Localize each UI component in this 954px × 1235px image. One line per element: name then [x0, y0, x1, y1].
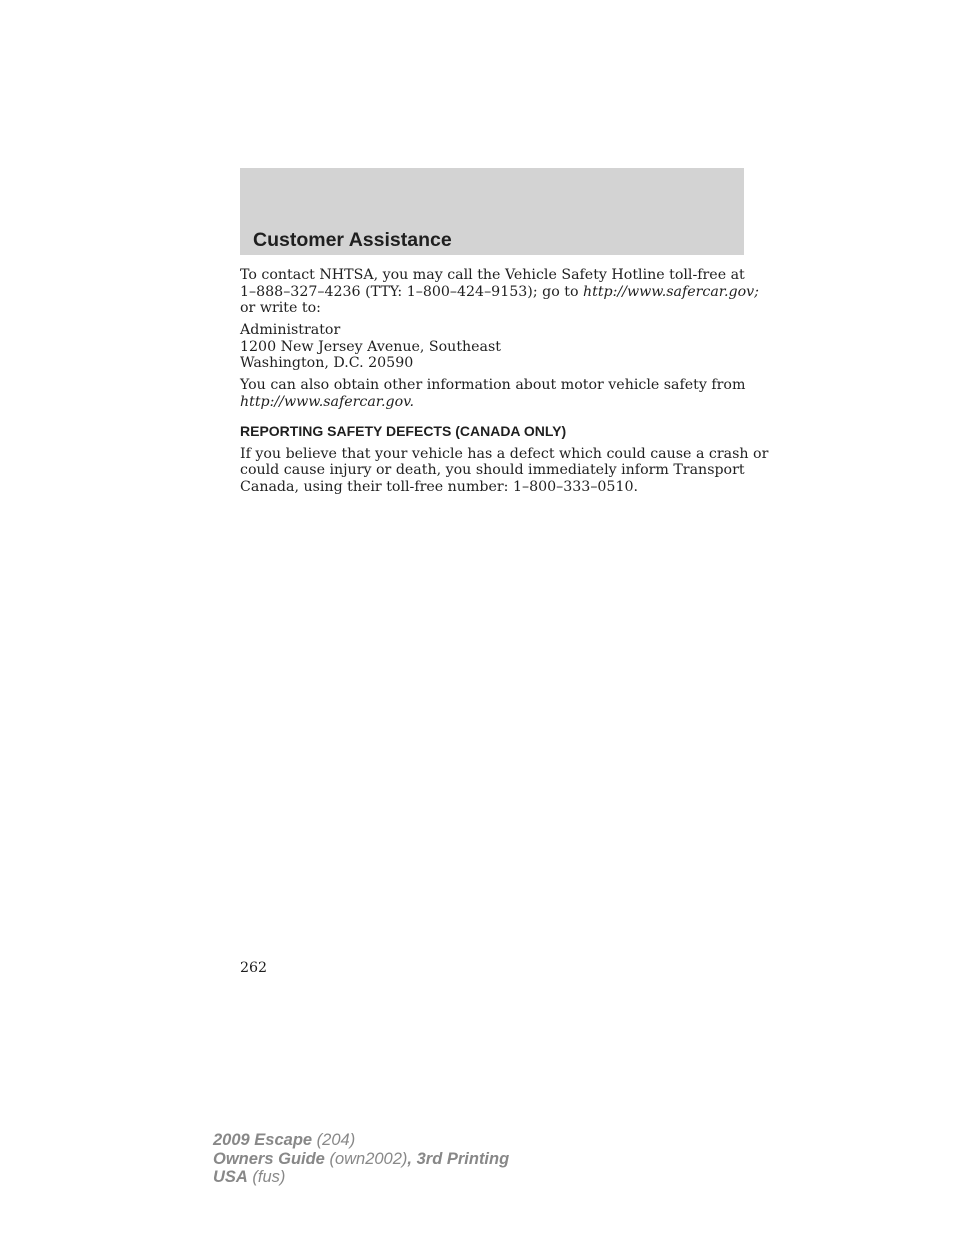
- address-line-3: Washington, D.C. 20590: [240, 355, 414, 371]
- page-content: [240, 267, 769, 501]
- section-title: Customer Assistance: [253, 229, 452, 251]
- footer-line-1: [213, 1131, 509, 1150]
- more-info-paragraph: [240, 377, 750, 410]
- safercar-link[interactable]: http://www.safercar.gov;: [583, 283, 759, 300]
- canada-defects-heading: REPORTING SAFETY DEFECTS (CANADA ONLY): [240, 423, 567, 439]
- mailing-address: [240, 322, 750, 372]
- nhtsa-line-3: or write to:: [240, 300, 321, 316]
- nhtsa-line-2: [240, 283, 759, 301]
- footer-market: USA: [213, 1168, 248, 1187]
- nhtsa-phone-text: 1–888–327–4236 (TTY: 1–800–424–9153); go to: [240, 283, 583, 300]
- footer-printing: , 3rd Printing: [407, 1149, 510, 1168]
- address-line-1: Administrator: [240, 322, 341, 338]
- footer-model-code: (204): [312, 1131, 356, 1149]
- page-number: 262: [240, 960, 268, 976]
- footer-market-code: (fus): [247, 1168, 286, 1187]
- footer-line-2: [213, 1150, 509, 1169]
- canada-line-1: If you believe that your vehicle has a defect which could cause a crash or: [240, 445, 769, 462]
- document-footer: [213, 1131, 509, 1187]
- address-line-2: 1200 New Jersey Avenue, Southeast: [240, 338, 501, 355]
- footer-line-3: [213, 1168, 509, 1187]
- more-info-line-1: You can also obtain other information about motor vehicle safety from: [240, 377, 746, 393]
- canada-defects-paragraph: [240, 445, 769, 496]
- safercar-link-2[interactable]: http://www.safercar.gov.: [240, 393, 414, 410]
- footer-guide: Owners Guide: [213, 1149, 325, 1168]
- canada-line-2: could cause injury or death, you should immediately inform Transport: [240, 462, 745, 478]
- footer-model: 2009 Escape: [213, 1131, 313, 1149]
- section-header-band: [240, 168, 744, 255]
- nhtsa-contact-paragraph: [240, 267, 759, 317]
- nhtsa-line-1: To contact NHTSA, you may call the Vehicle Safety Hotline toll-free at: [240, 267, 745, 283]
- footer-guide-code: (own2002): [324, 1149, 408, 1168]
- canada-line-3: Canada, using their toll-free number: 1–800–333–0510.: [240, 478, 639, 495]
